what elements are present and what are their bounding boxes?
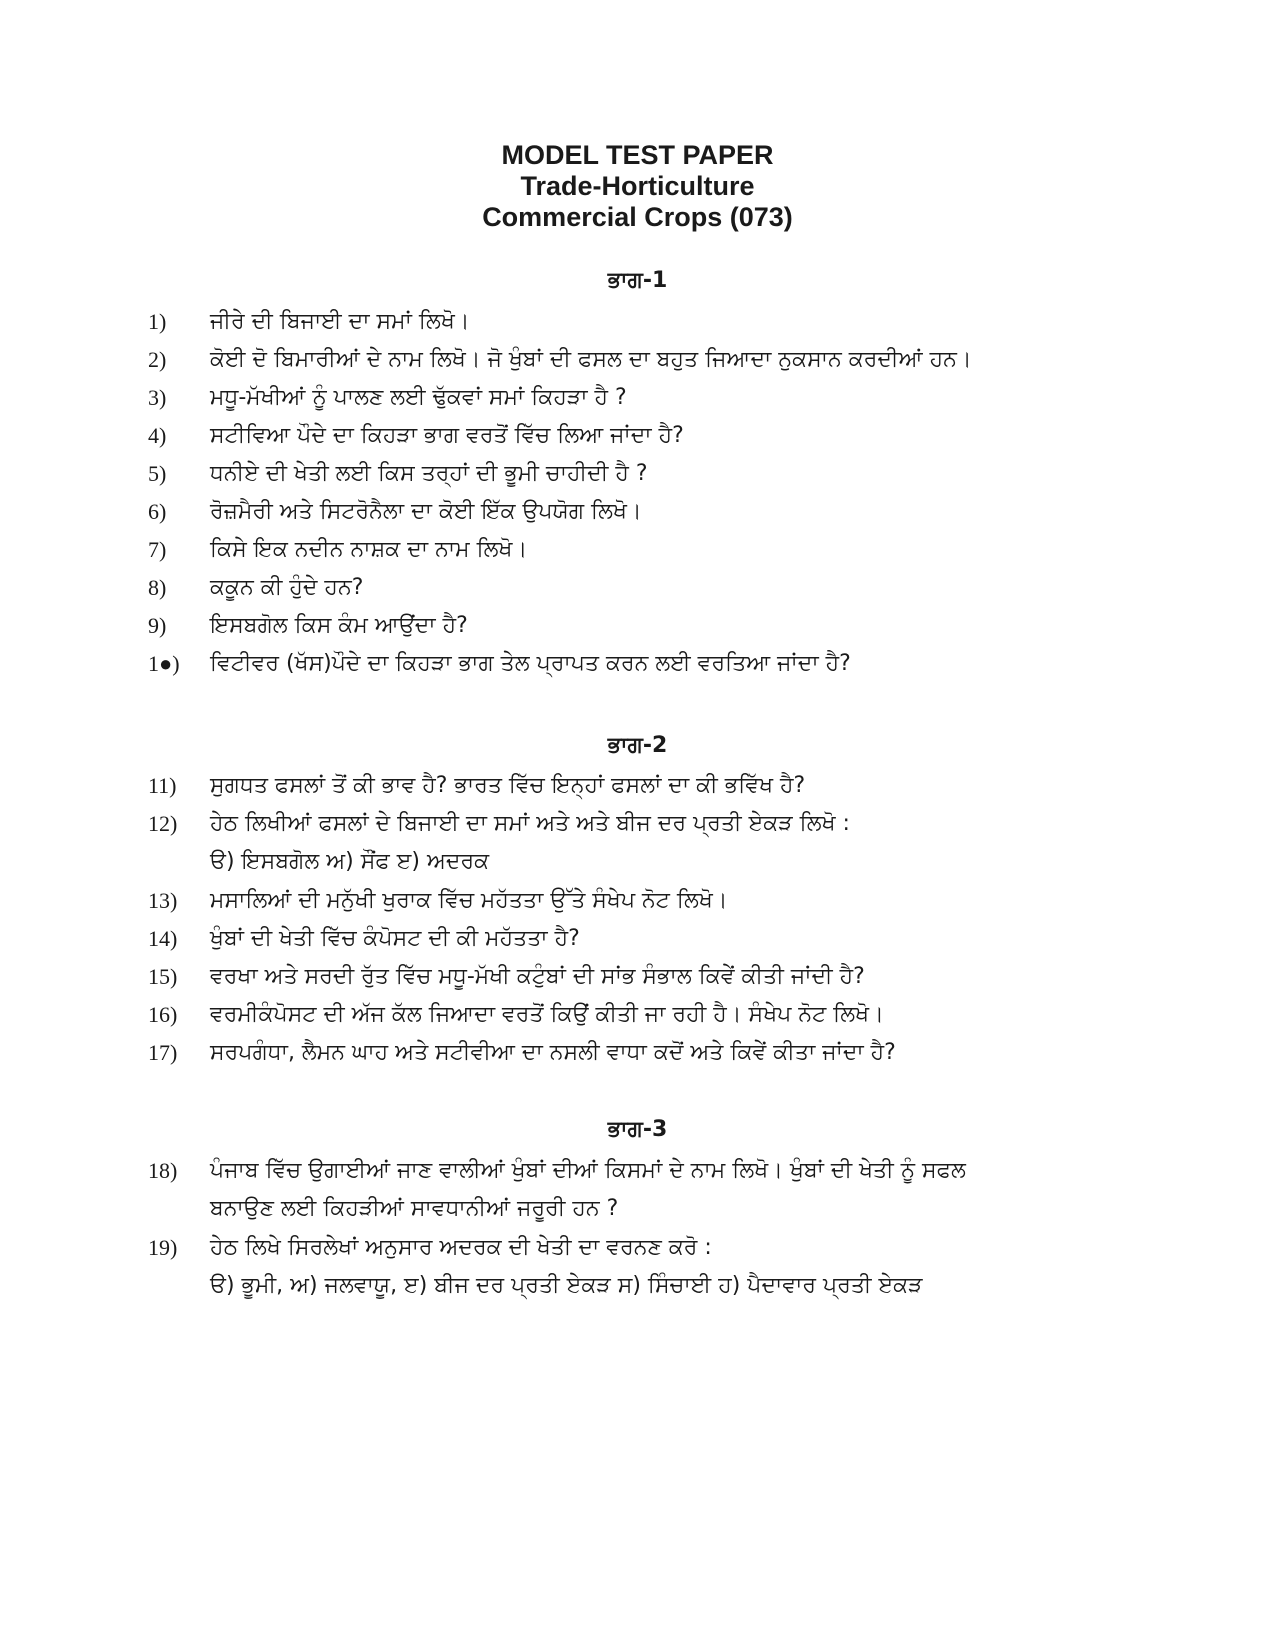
question-14 bbox=[148, 922, 1208, 956]
section-2-heading: ਭਾਗ-2 bbox=[607, 733, 668, 758]
question-5 bbox=[148, 457, 1208, 491]
question-18-continuation: ਬਨਾਉਣ ਲਈ ਕਿਹੜੀਆਂ ਸਾਵਧਾਨੀਆਂ ਜਰੂਰੀ ਹਨ ? bbox=[210, 1196, 619, 1221]
question-text: ਵਰਮੀਕੰਪੋਸਟ ਦੀ ਅੱਜ ਕੱਲ ਜਿਆਦਾ ਵਰਤੋਂ ਕਿਉਂ ਕੀਤੀ ਜਾ ਰਹੀ ਹੈ। ਸੰਖੇਪ ਨੋਟ ਲਿਖੋ। bbox=[210, 1002, 884, 1027]
question-number: 5) bbox=[148, 461, 167, 486]
question-number: 12) bbox=[148, 811, 178, 836]
question-10 bbox=[148, 647, 1208, 681]
question-11 bbox=[148, 769, 1208, 803]
question-number: 18) bbox=[148, 1158, 178, 1183]
paper-header bbox=[0, 140, 1275, 233]
section-3-heading: ਭਾਗ-3 bbox=[607, 1117, 668, 1142]
question-text: ਕਿਸੇ ਇਕ ਨਦੀਨ ਨਾਸ਼ਕ ਦਾ ਨਾਮ ਲਿਖੋ। bbox=[210, 537, 528, 562]
question-8 bbox=[148, 571, 1208, 605]
question-number: 9) bbox=[148, 613, 167, 638]
question-number: 7) bbox=[148, 537, 167, 562]
question-text: ਜੀਰੇ ਦੀ ਬਿਜਾਈ ਦਾ ਸਮਾਂ ਲਿਖੋ। bbox=[210, 309, 470, 334]
question-7 bbox=[148, 533, 1208, 567]
question-number: 2) bbox=[148, 347, 167, 372]
trade-title: Trade-Horticulture bbox=[520, 171, 755, 201]
question-number: 1●) bbox=[148, 651, 180, 676]
question-number: 1) bbox=[148, 309, 167, 334]
question-number: 19) bbox=[148, 1235, 178, 1260]
question-12 bbox=[148, 807, 1208, 841]
question-number: 15) bbox=[148, 964, 178, 989]
question-text: ਸੁਗਧਤ ਫਸਲਾਂ ਤੋਂ ਕੀ ਭਾਵ ਹੈ? ਭਾਰਤ ਵਿੱਚ ਇਨ੍ਹਾਂ ਫਸਲਾਂ ਦਾ ਕੀ ਭਵਿੱਖ ਹੈ? bbox=[210, 773, 806, 798]
question-17 bbox=[148, 1036, 1208, 1070]
question-6 bbox=[148, 495, 1208, 529]
question-13 bbox=[148, 884, 1208, 918]
paper-title: MODEL TEST PAPER bbox=[501, 140, 774, 170]
question-text: ਵਿਟੀਵਰ (ਖੱਸ)ਪੌਦੇ ਦਾ ਕਿਹੜਾ ਭਾਗ ਤੇਲ ਪ੍ਰਾਪਤ ਕਰਨ ਲਈ ਵਰਤਿਆ ਜਾਂਦਾ ਹੈ? bbox=[210, 651, 851, 676]
question-text: ਧਨੀਏ ਦੀ ਖੇਤੀ ਲਈ ਕਿਸ ਤਰ੍ਹਾਂ ਦੀ ਭੂਮੀ ਚਾਹੀਦੀ ਹੈ ? bbox=[210, 461, 648, 486]
section-1-heading: ਭਾਗ-1 bbox=[607, 268, 668, 293]
question-4 bbox=[148, 419, 1208, 453]
question-text: ਮਧੂ-ਮੱਖੀਆਂ ਨੂੰ ਪਾਲਣ ਲਈ ਢੁੱਕਵਾਂ ਸਮਾਂ ਕਿਹੜਾ ਹੈ ? bbox=[210, 385, 627, 410]
question-19 bbox=[148, 1231, 1208, 1265]
question-number: 13) bbox=[148, 888, 178, 913]
question-text: ਕੋਈ ਦੋ ਬਿਮਾਰੀਆਂ ਦੇ ਨਾਮ ਲਿਖੋ। ਜੋ ਖੁੰਬਾਂ ਦੀ ਫਸਲ ਦਾ ਬਹੁਤ ਜਿਆਦਾ ਨੁਕਸਾਨ ਕਰਦੀਆਂ ਹਨ। bbox=[210, 347, 972, 372]
question-19-options: ੳ) ਭੂਮੀ, ਅ) ਜਲਵਾਯੂ, ੲ) ਬੀਜ ਦਰ ਪ੍ਰਤੀ ਏਕੜ ਸ) ਸਿੰਚਾਈ ਹ) ਪੈਦਾਵਾਰ ਪ੍ਰਤੀ ਏਕੜ bbox=[210, 1273, 923, 1298]
question-9 bbox=[148, 609, 1208, 643]
question-number: 6) bbox=[148, 499, 167, 524]
question-1 bbox=[148, 305, 1208, 339]
question-text: ਰੋਜ਼ਮੈਰੀ ਅਤੇ ਸਿਟਰੋਨੈਲਾ ਦਾ ਕੋਈ ਇੱਕ ਉਪਯੋਗ ਲਿਖੋ। bbox=[210, 499, 642, 524]
question-text: ਮਸਾਲਿਆਂ ਦੀ ਮਨੁੱਖੀ ਖੁਰਾਕ ਵਿੱਚ ਮਹੱਤਤਾ ਉੱਤੇ ਸੰਖੇਪ ਨੋਟ ਲਿਖੋ। bbox=[210, 888, 728, 913]
question-number: 14) bbox=[148, 926, 178, 951]
question-number: 3) bbox=[148, 385, 167, 410]
question-text: ਖੁੰਬਾਂ ਦੀ ਖੇਤੀ ਵਿੱਚ ਕੰਪੋਸਟ ਦੀ ਕੀ ਮਹੱਤਤਾ ਹੈ? bbox=[210, 926, 580, 951]
subject-title: Commercial Crops (073) bbox=[482, 202, 793, 232]
question-text: ਸਟੀਵਿਆ ਪੌਦੇ ਦਾ ਕਿਹੜਾ ਭਾਗ ਵਰਤੋਂ ਵਿੱਚ ਲਿਆ ਜਾਂਦਾ ਹੈ? bbox=[210, 423, 684, 448]
question-number: 16) bbox=[148, 1002, 178, 1027]
question-12-options: ੳ) ਇਸਬਗੋਲ ਅ) ਸੌਂਫ ੲ) ਅਦਰਕ bbox=[210, 849, 490, 874]
question-number: 8) bbox=[148, 575, 167, 600]
question-2 bbox=[148, 343, 1208, 377]
question-text: ਪੰਜਾਬ ਵਿੱਚ ਉਗਾਈਆਂ ਜਾਣ ਵਾਲੀਆਂ ਖੁੰਬਾਂ ਦੀਆਂ ਕਿਸਮਾਂ ਦੇ ਨਾਮ ਲਿਖੋ। ਖੁੰਬਾਂ ਦੀ ਖੇਤੀ ਨੂੰ ਸਫਲ bbox=[210, 1158, 966, 1183]
question-number: 4) bbox=[148, 423, 167, 448]
question-16 bbox=[148, 998, 1208, 1032]
question-number: 11) bbox=[148, 773, 177, 798]
question-text: ਵਰਖਾ ਅਤੇ ਸਰਦੀ ਰੁੱਤ ਵਿੱਚ ਮਧੂ-ਮੱਖੀ ਕਟੁੰਬਾਂ ਦੀ ਸਾਂਭ ਸੰਭਾਲ ਕਿਵੇਂ ਕੀਤੀ ਜਾਂਦੀ ਹੈ? bbox=[210, 964, 865, 989]
question-text: ਹੇਠ ਲਿਖੀਆਂ ਫਸਲਾਂ ਦੇ ਬਿਜਾਈ ਦਾ ਸਮਾਂ ਅਤੇ ਅਤੇ ਬੀਜ ਦਰ ਪ੍ਰਤੀ ਏਕੜ ਲਿਖੋ : bbox=[210, 811, 850, 836]
question-text: ਇਸਬਗੋਲ ਕਿਸ ਕੰਮ ਆਉਂਦਾ ਹੈ? bbox=[210, 613, 468, 638]
question-number: 17) bbox=[148, 1040, 178, 1065]
question-text: ਹੇਠ ਲਿਖੇ ਸਿਰਲੇਖਾਂ ਅਨੁਸਾਰ ਅਦਰਕ ਦੀ ਖੇਤੀ ਦਾ ਵਰਨਣ ਕਰੋ : bbox=[210, 1235, 712, 1260]
question-text: ਕਕੂਨ ਕੀ ਹੁੰਦੇ ਹਨ? bbox=[210, 575, 364, 600]
question-text: ਸਰਪਗੰਧਾ, ਲੈਮਨ ਘਾਹ ਅਤੇ ਸਟੀਵੀਆ ਦਾ ਨਸਲੀ ਵਾਧਾ ਕਦੋਂ ਅਤੇ ਕਿਵੇਂ ਕੀਤਾ ਜਾਂਦਾ ਹੈ? bbox=[210, 1040, 896, 1065]
question-15 bbox=[148, 960, 1208, 994]
question-3 bbox=[148, 381, 1208, 415]
question-18 bbox=[148, 1154, 1208, 1188]
